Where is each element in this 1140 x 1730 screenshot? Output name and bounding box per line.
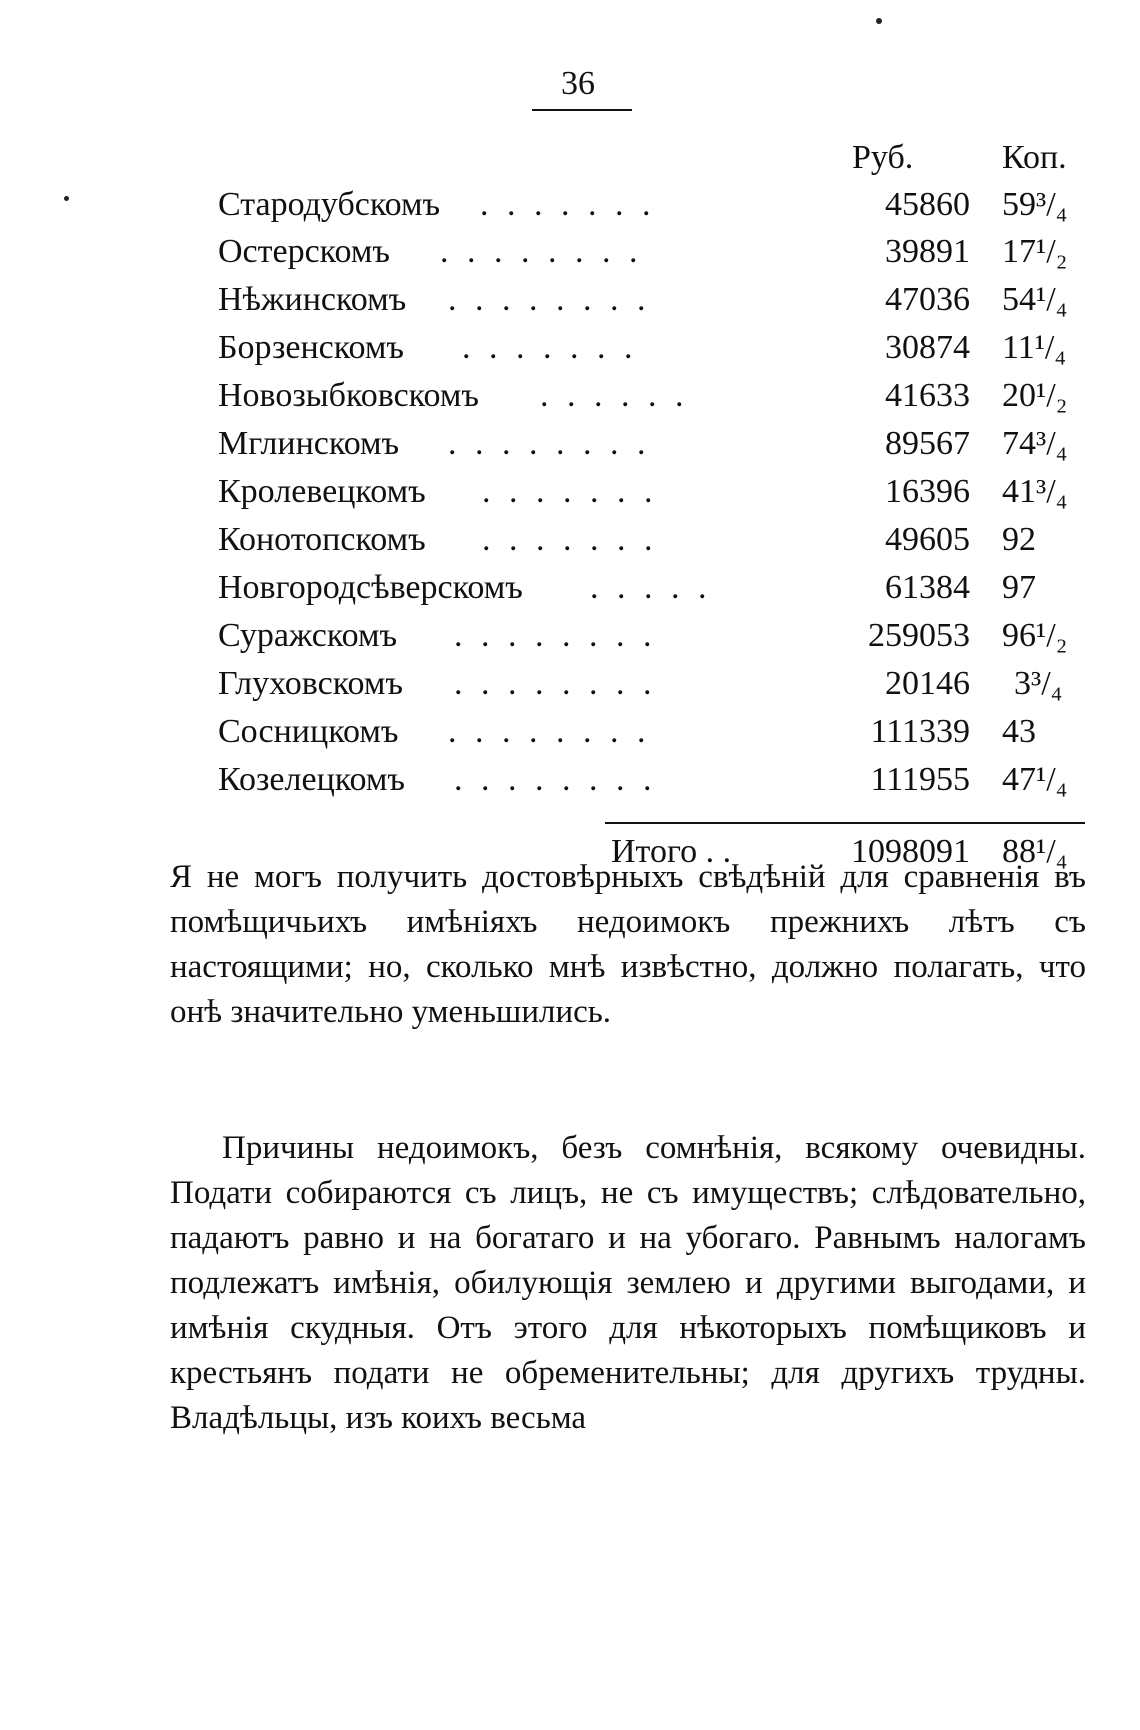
leader-dots: . . . . . . . . [454, 665, 657, 702]
leader-dots: . . . . . . . . [448, 281, 651, 318]
table-row [218, 469, 1088, 515]
district-name: Новгородсѣверскомъ [218, 569, 523, 606]
district-name: Сосницкомъ [218, 713, 399, 750]
district-name: Мглинскомъ [218, 425, 400, 462]
print-speck [64, 196, 69, 201]
rub-value: 16396 [885, 473, 970, 510]
kop-value: 41³/₄ [1002, 473, 1068, 510]
page-number-rule [532, 109, 632, 111]
rub-value: 61384 [885, 569, 970, 606]
leader-dots: . . . . . . . [462, 329, 638, 366]
kop-value: 97 [1002, 569, 1036, 606]
leader-dots: . . . . . . . . [440, 233, 643, 270]
district-name: Борзенскомъ [218, 329, 404, 366]
kop-value: 20¹/₂ [1002, 377, 1068, 414]
table-row [218, 229, 1088, 275]
kop-value: 17¹/₂ [1002, 233, 1068, 270]
kop-value: 74³/₄ [1002, 425, 1068, 462]
table-row [218, 565, 1088, 611]
district-name: Кролевецкомъ [218, 473, 426, 510]
table-row [218, 182, 1088, 228]
total-kop: 88¹/₄ [1002, 833, 1068, 870]
table-row [218, 373, 1088, 419]
leader-dots: . . . . . . . . [448, 713, 651, 750]
district-name: Нѣжинскомъ [218, 281, 407, 318]
rub-value: 30874 [885, 329, 970, 366]
paragraph: Я не могъ получить достовѣрныхъ свѣдѣній для сравненія въ помѣщичьихъ имѣніяхъ недоимокъ прежнихъ лѣтъ съ настоящими; но, сколько мнѣ извѣстно, должно полагать, что онѣ значительно уменьшились. [170, 859, 1086, 1030]
rub-value: 45860 [885, 186, 970, 223]
total-rub: 1098091 [851, 833, 970, 870]
print-speck [876, 18, 882, 24]
table-row [218, 613, 1088, 659]
kop-value: 43 [1002, 713, 1036, 750]
rub-value: 47036 [885, 281, 970, 318]
leader-dots: . . . . . . . [480, 186, 656, 223]
rub-value: 20146 [885, 665, 970, 702]
leader-dots: . . . . . . . . [448, 425, 651, 462]
kop-value: 54¹/₄ [1002, 281, 1068, 318]
table-row [218, 277, 1088, 323]
header-kop: Коп. [1002, 139, 1067, 176]
district-name: Суражскомъ [218, 617, 398, 654]
table-row [218, 517, 1088, 563]
leader-dots: . . . . . . . . [454, 617, 657, 654]
paragraph: Причины недоимокъ, безъ сомнѣнія, всякому очевидны. Подати собираются съ лицъ, не съ имуществъ; слѣдовательно, падаютъ равно и на богатаго и на убогаго. Равнымъ налогамъ подлежатъ имѣнія, обилующія землею и другими выгодами, и имѣнія скудныя. Отъ этого для нѣкоторыхъ помѣщиковъ и крестьянъ подати не обременительны; для другихъ трудны. Владѣльцы, изъ коихъ весьма [170, 1130, 1086, 1436]
leader-dots: . . . . . . . [482, 473, 658, 510]
rub-value: 111955 [870, 761, 970, 798]
district-name: Стародубскомъ [218, 186, 441, 223]
table-row [218, 421, 1088, 467]
kop-value: 3³/₄ [1014, 665, 1063, 702]
rub-value: 111339 [870, 713, 970, 750]
district-name: Остерскомъ [218, 233, 390, 270]
district-name: Новозыбковскомъ [218, 377, 479, 414]
rub-value: 259053 [868, 617, 970, 654]
total-label: Итого . . [611, 833, 732, 870]
kop-value: 11¹/₄ [1002, 329, 1067, 366]
table-row [218, 661, 1088, 707]
leader-dots: . . . . . . . [482, 521, 658, 558]
rub-value: 89567 [885, 425, 970, 462]
rub-value: 39891 [885, 233, 970, 270]
table-row [218, 709, 1088, 755]
leader-dots: . . . . . . . . [454, 761, 657, 798]
kop-value: 47¹/₄ [1002, 761, 1068, 798]
table-header-row [218, 135, 1088, 181]
district-name: Конотопскомъ [218, 521, 426, 558]
kop-value: 96¹/₂ [1002, 617, 1068, 654]
rub-value: 41633 [885, 377, 970, 414]
table-row [218, 757, 1088, 803]
rub-value: 49605 [885, 521, 970, 558]
table-row [218, 325, 1088, 371]
kop-value: 59³/₄ [1002, 186, 1068, 223]
kop-value: 92 [1002, 521, 1036, 558]
leader-dots: . . . . . . [540, 377, 689, 414]
district-name: Козелецкомъ [218, 761, 405, 798]
sum-rule [605, 822, 1085, 824]
leader-dots: . . . . . [590, 569, 712, 606]
page-number: 36 [561, 65, 595, 102]
district-name: Глуховскомъ [218, 665, 403, 702]
header-rub: Руб. [852, 139, 914, 176]
